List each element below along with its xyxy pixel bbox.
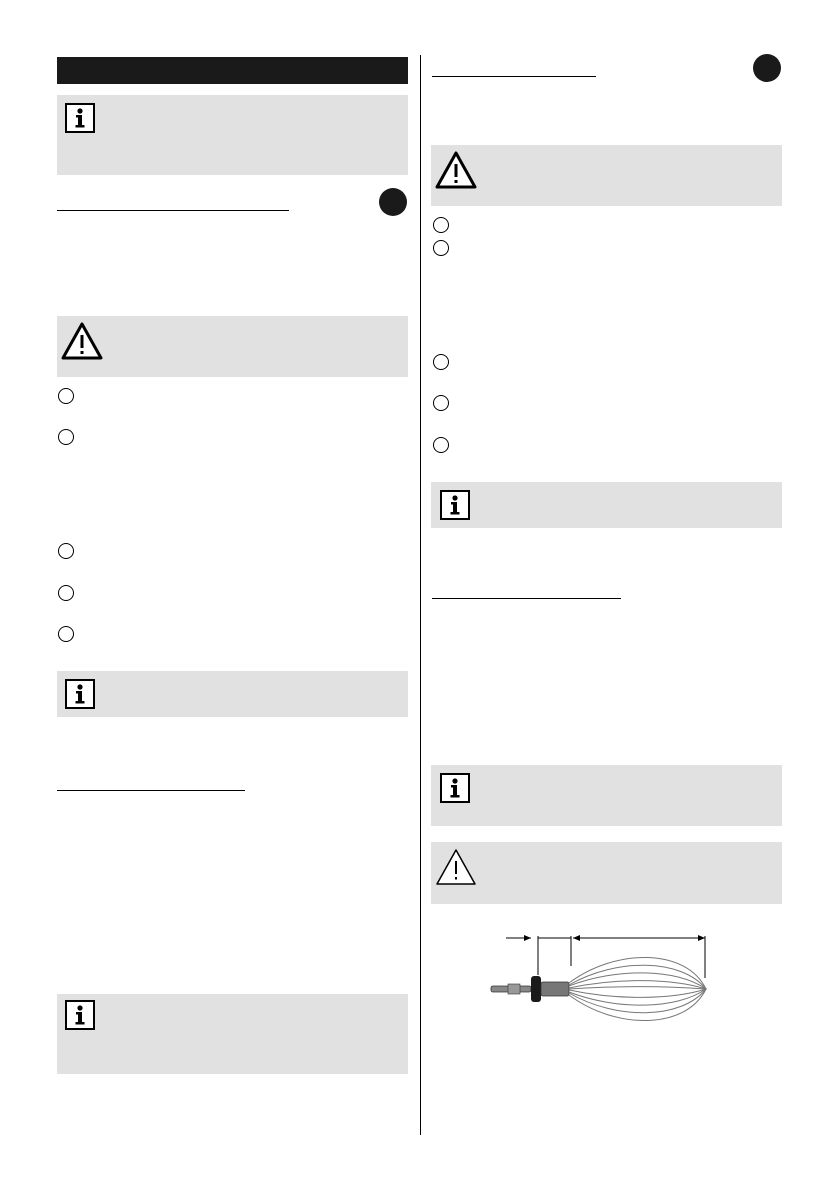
step-marker — [433, 395, 449, 411]
step-marker — [433, 240, 449, 256]
info-box — [57, 994, 408, 1074]
info-box — [431, 482, 782, 528]
section-heading-underline — [432, 76, 596, 77]
info-icon — [65, 1000, 95, 1030]
step-marker — [433, 354, 449, 370]
warning-triangle-icon — [434, 150, 478, 190]
section-heading-underline — [432, 598, 621, 599]
info-icon — [65, 103, 95, 133]
filled-circle-icon — [753, 54, 781, 82]
filled-circle-icon — [379, 188, 407, 216]
step-marker — [58, 626, 74, 642]
info-box — [57, 671, 408, 717]
warning-box — [431, 145, 782, 206]
step-marker — [58, 543, 74, 559]
section-header-bar — [57, 57, 408, 84]
warning-triangle-icon — [60, 321, 104, 361]
info-icon — [65, 679, 95, 709]
warning-triangle-icon — [434, 847, 478, 887]
column-divider — [420, 55, 421, 1135]
info-icon — [440, 490, 470, 520]
section-heading-underline — [57, 210, 289, 211]
step-marker — [58, 585, 74, 601]
info-icon — [440, 773, 470, 803]
step-marker — [433, 437, 449, 453]
warning-box — [431, 842, 782, 904]
warning-box — [57, 316, 408, 377]
step-marker — [58, 429, 74, 445]
step-marker — [433, 217, 449, 233]
info-box — [431, 765, 782, 826]
step-marker — [58, 388, 74, 404]
whisk-attachment-icon — [486, 928, 716, 1028]
info-box — [57, 95, 408, 175]
section-heading-underline — [57, 790, 245, 791]
